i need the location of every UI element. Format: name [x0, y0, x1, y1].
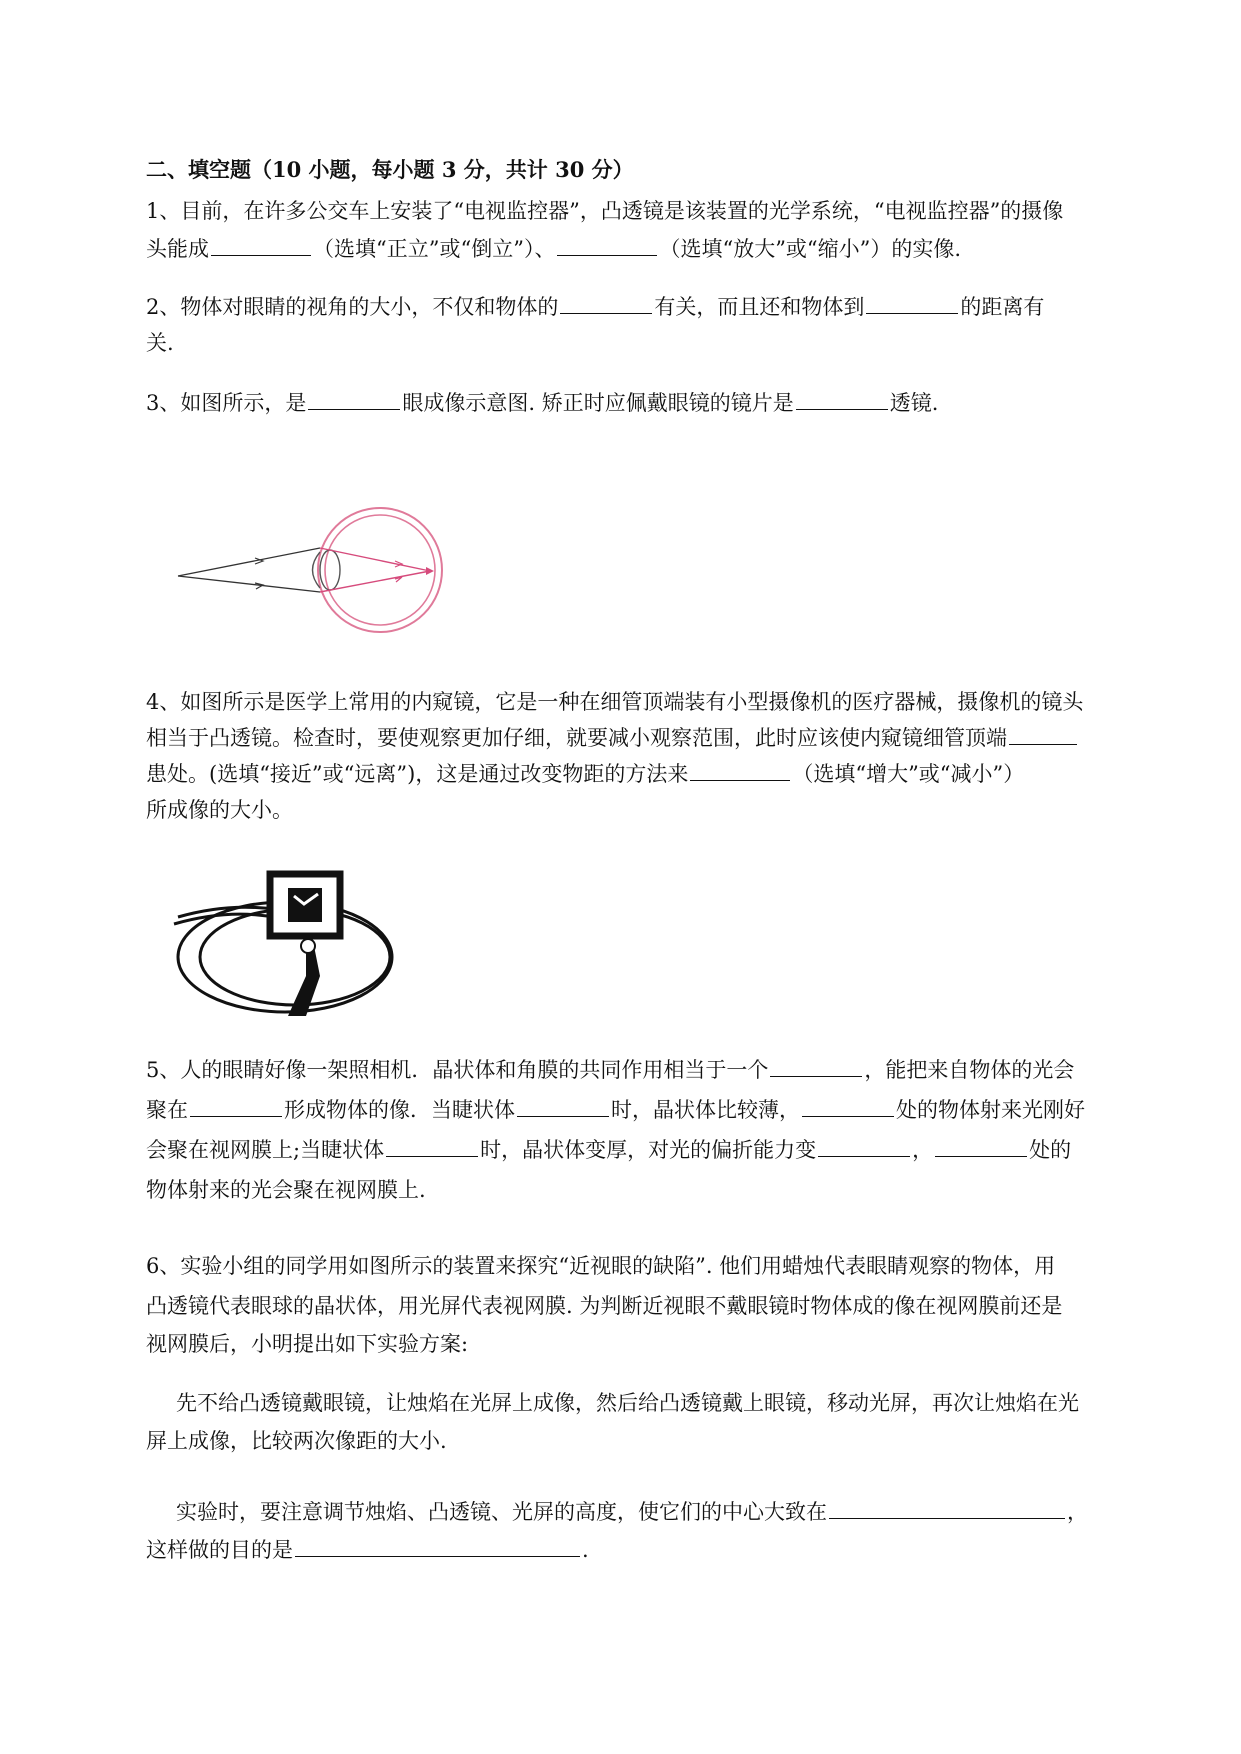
q3-blank-2[interactable]: [796, 383, 888, 410]
q6-text-b: ，: [1067, 1500, 1088, 1524]
q5-line3: [146, 1130, 1156, 1170]
q6-text-d: .: [582, 1538, 589, 1562]
q4-line1: 4、如图所示是医学上常用的内窥镜，它是一种在细管顶端装有小型摄像机的医疗器械，摄像机的镜头: [146, 690, 1084, 714]
q5-text-2a: 聚在: [146, 1098, 188, 1122]
eye-diagram: [170, 500, 470, 640]
q5-text-3d: 处的: [1029, 1138, 1072, 1162]
q5-blank-7[interactable]: [935, 1130, 1027, 1157]
q4-blank-2[interactable]: [690, 754, 790, 781]
q1-text-a: 头能成: [146, 237, 209, 261]
q3-text-b: 眼成像示意图. 矫正时应佩戴眼镜的镜片是: [402, 391, 794, 415]
q6-para2-line1: [176, 1492, 1186, 1532]
q5-text-3c: ，: [912, 1138, 934, 1162]
q2-blank-2[interactable]: [866, 287, 958, 314]
q4-line4: 所成像的大小。: [146, 798, 293, 822]
q5-blank-5[interactable]: [386, 1130, 478, 1157]
q5-text-1b: ，能把来自物体的光会: [864, 1058, 1075, 1082]
q5-blank-4[interactable]: [802, 1090, 894, 1117]
q5-line1: [146, 1050, 1156, 1090]
q6-line3: 视网膜后，小明提出如下实验方案:: [146, 1332, 469, 1356]
q6-line1: 6、实验小组的同学用如图所示的装置来探究“近视眼的缺陷”. 他们用蜡烛代表眼睛观察的物体，用: [146, 1254, 1056, 1278]
q6-para2-line2: [146, 1530, 1156, 1570]
q5-blank-1[interactable]: [770, 1050, 862, 1077]
q5-text-2d: 处的物体射来光刚好: [896, 1098, 1085, 1122]
light-rays: [178, 548, 434, 592]
q5-text-2c: 时，晶状体比较薄，: [611, 1098, 800, 1122]
q2-text-a: 2、物体对眼睛的视角的大小，不仅和物体的: [146, 295, 559, 319]
q2-blank-1[interactable]: [560, 287, 652, 314]
q5-text-2b: 形成物体的像．当睫状体: [284, 1098, 515, 1122]
q1-blank-2[interactable]: [557, 229, 657, 256]
q4-text-a: 相当于凸透镜。检查时，要使观察更加仔细，就要减小观察范围，此时应该使内窥镜细管顶端: [146, 726, 1007, 750]
q3-line1: [146, 383, 1156, 423]
q6-para1-line2: 屏上成像，比较两次像距的大小.: [146, 1429, 447, 1453]
q1-line1: 1、目前，在许多公交车上安装了“电视监控器”，凸透镜是该装置的光学系统，“电视监控器”的摄像: [146, 199, 1064, 223]
q1-blank-1[interactable]: [211, 229, 311, 256]
q5-blank-2[interactable]: [190, 1090, 282, 1117]
q5-text-1a: 5、人的眼睛好像一架照相机．晶状体和角膜的共同作用相当于一个: [146, 1058, 769, 1082]
q5-line2: [146, 1090, 1156, 1130]
q6-text-a: 实验时，要注意调节烛焰、凸透镜、光屏的高度，使它们的中心大致在: [176, 1500, 827, 1524]
section-title: 二、填空题（10 小题，每小题 3 分，共计 30 分）: [146, 157, 634, 182]
q2-line1: [146, 287, 1156, 327]
q6-blank-1[interactable]: [829, 1492, 1065, 1519]
q5-text-3a: 会聚在视网膜上;当睫状体: [146, 1138, 385, 1162]
q1-text-c: （选填“放大”或“缩小”）的实像.: [659, 237, 962, 261]
q4-text-b: 患处。(选填“接近”或“远离”)，这是通过改变物距的方法来: [146, 762, 689, 786]
q1-text-b: （选填“正立”或“倒立”）、: [313, 237, 556, 261]
q6-blank-2[interactable]: [295, 1530, 580, 1557]
q2-line2: 关.: [146, 331, 174, 355]
q5-text-3b: 时，晶状体变厚，对光的偏折能力变: [480, 1138, 817, 1162]
q2-text-b: 有关，而且还和物体到: [654, 295, 865, 319]
q6-line2: 凸透镜代表眼球的晶状体，用光屏代表视网膜. 为判断近视眼不戴眼镜时物体成的像在视网膜前还是: [146, 1294, 1063, 1318]
q4-blank-1[interactable]: [1009, 718, 1077, 745]
q6-para1-line1: 先不给凸透镜戴眼镜，让烛焰在光屏上成像，然后给凸透镜戴上眼镜，移动光屏，再次让烛焰在光: [176, 1391, 1079, 1415]
q4-text-c: （选填“增大”或“减小”）: [792, 762, 1025, 786]
q6-text-c: 这样做的目的是: [146, 1538, 293, 1562]
q2-text-c: 的距离有: [960, 295, 1045, 319]
lens: [320, 550, 340, 590]
q5-blank-6[interactable]: [818, 1130, 910, 1157]
q3-blank-1[interactable]: [308, 383, 400, 410]
q3-text-a: 3、如图所示，是: [146, 391, 307, 415]
q5-blank-3[interactable]: [517, 1090, 609, 1117]
q3-text-c: 透镜.: [889, 391, 939, 415]
q5-line4: 物体射来的光会聚在视网膜上.: [146, 1178, 426, 1202]
q1-line2: [146, 229, 1156, 269]
q4-line2: [146, 718, 1156, 758]
endoscope-figure: [170, 862, 400, 1022]
q4-line3: [146, 754, 1156, 794]
